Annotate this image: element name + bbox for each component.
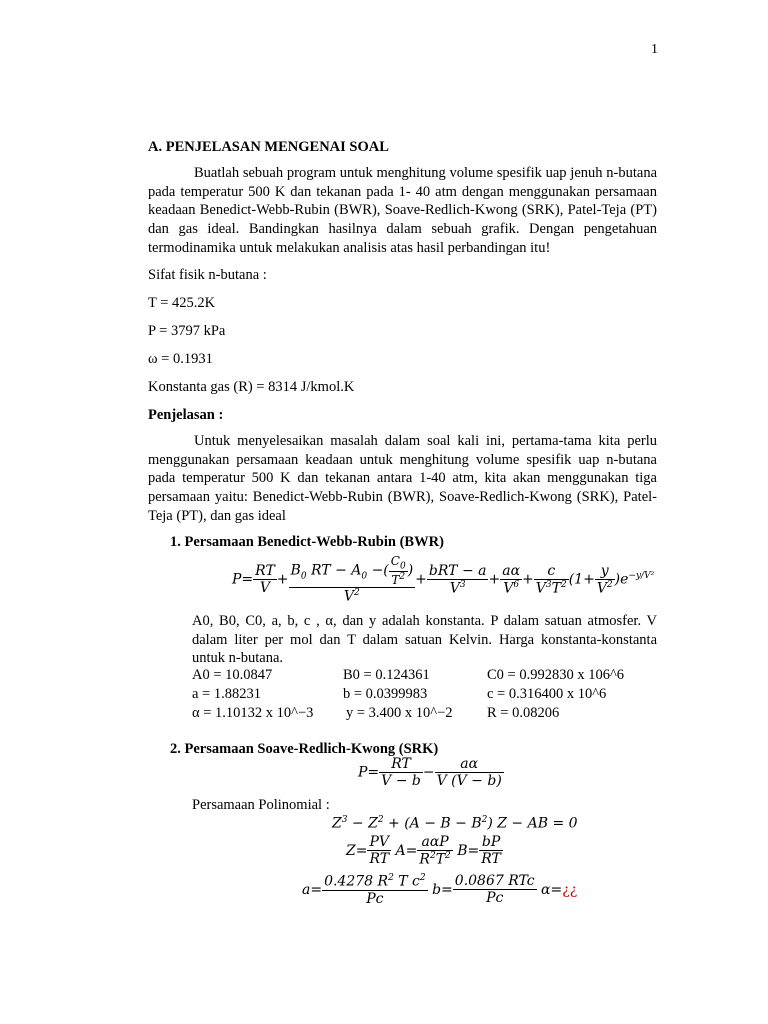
polynomial-label: Persamaan Polinomial : <box>192 797 330 813</box>
srk-polynomial-equation: $Z^3 - Z^2 + (A - B - B^2) Z$ − AB = 0 <box>332 815 578 832</box>
srk-heading: 2. Persamaan Soave-Redlich-Kwong (SRK) <box>170 741 439 757</box>
srk-a-b-alpha-definitions: a= $\frac{0.4278 R^2 T c^2}{Pc}$ b= $\frac{\text{0.0867 RTc}}{Pc}$ α=¿¿ <box>302 873 578 907</box>
acentric-factor: ω = 0.1931 <box>148 351 213 367</box>
const-r: R = 0.08206 <box>487 705 560 721</box>
explanation-label: Penjelasan : <box>148 407 224 423</box>
const-alpha: α = 1.10132 x 10^−3 <box>192 705 314 721</box>
const-c: c = 0.316400 x 10^6 <box>487 686 607 702</box>
srk-z-a-b-definitions: Z= $\frac{PV}{RT}$ A= $\frac{\text{aαP}}{R^2T^2}$ B= $\frac{bP}{RT}$ <box>346 834 501 868</box>
critical-temperature: T = 425.2K <box>148 295 216 311</box>
const-c0: C0 = 0.992830 x 106^6 <box>487 667 625 683</box>
bwr-equation: P= $\frac{RT}{V}$ + $B_0$ RT − $A_0$ −( $\frac{C_0}{T^2}$ ) $V^2$ + $\frac{\text{bRT − a}}{V^3}$ + $\frac{a\alpha}{V^6}$ + $\frac{c}{V^3T^2}$ (1+ $\frac{y}{V^2}$ )$e^{-y/V^2}$ <box>232 554 655 606</box>
bwr-heading: 1. Persamaan Benedict-Webb-Rubin (BWR) <box>170 534 444 550</box>
const-b: b = 0.0399983 <box>343 686 428 702</box>
properties-label: Sifat fisik n-butana : <box>148 267 267 283</box>
critical-pressure: P = 3797 kPa <box>148 323 226 339</box>
section-a-heading: A. PENJELASAN MENGENAI SOAL <box>148 139 389 155</box>
const-a: a = 1.88231 <box>192 686 261 702</box>
const-a0: A0 = 10.0847 <box>192 667 273 683</box>
explanation-paragraph: Untuk menyelesaikan masalah dalam soal kali ini, pertama-tama kita perlu menggunakan persamaan keadaan untuk menghitung volume spesifik uap n-butana pada temperatur 500 K dan tekanan antara 1-40 atm, kita akan menggunakan tiga persamaan yaitu: Benedict-Webb-Rubin (BWR), Soave-Redlich-Kwong (SRK), Patel-Teja (PT), dan gas ideal <box>148 433 657 524</box>
page-number: 1 <box>651 42 658 57</box>
problem-paragraph: Buatlah sebuah program untuk menghitung volume spesifik uap jenuh n-butana pada temperatur 500 K dan tekanan pada 1- 40 atm dengan menggunakan persamaan keadaan Benedict-Webb-Rubin (BWR), Soave-Redlich-Kwong (SRK), Patel-Teja (PT) dan gas ideal. Bandingkan hasilnya dalam sebuah grafik. Dengan pengetahuan termodinamika untuk melakukan analisis atas hasil perbandingan itu! <box>148 165 657 256</box>
const-b0: B0 = 0.124361 <box>343 667 430 683</box>
bwr-description: A0, B0, C0, a, b, c , α, dan y adalah konstanta. P dalam satuan atmosfer. V dalam liter per mol dan T dalam satuan Kelvin. Harga konstanta-konstanta untuk n-butana. <box>192 613 657 667</box>
srk-equation: P= $\frac{RT}{V - b}$ − $\frac{a\alpha}{V (V - b)}$ <box>358 756 502 789</box>
const-y: y = 3.400 x 10^−2 <box>346 705 453 721</box>
gas-constant: Konstanta gas (R) = 8314 J/kmol.K <box>148 379 355 395</box>
